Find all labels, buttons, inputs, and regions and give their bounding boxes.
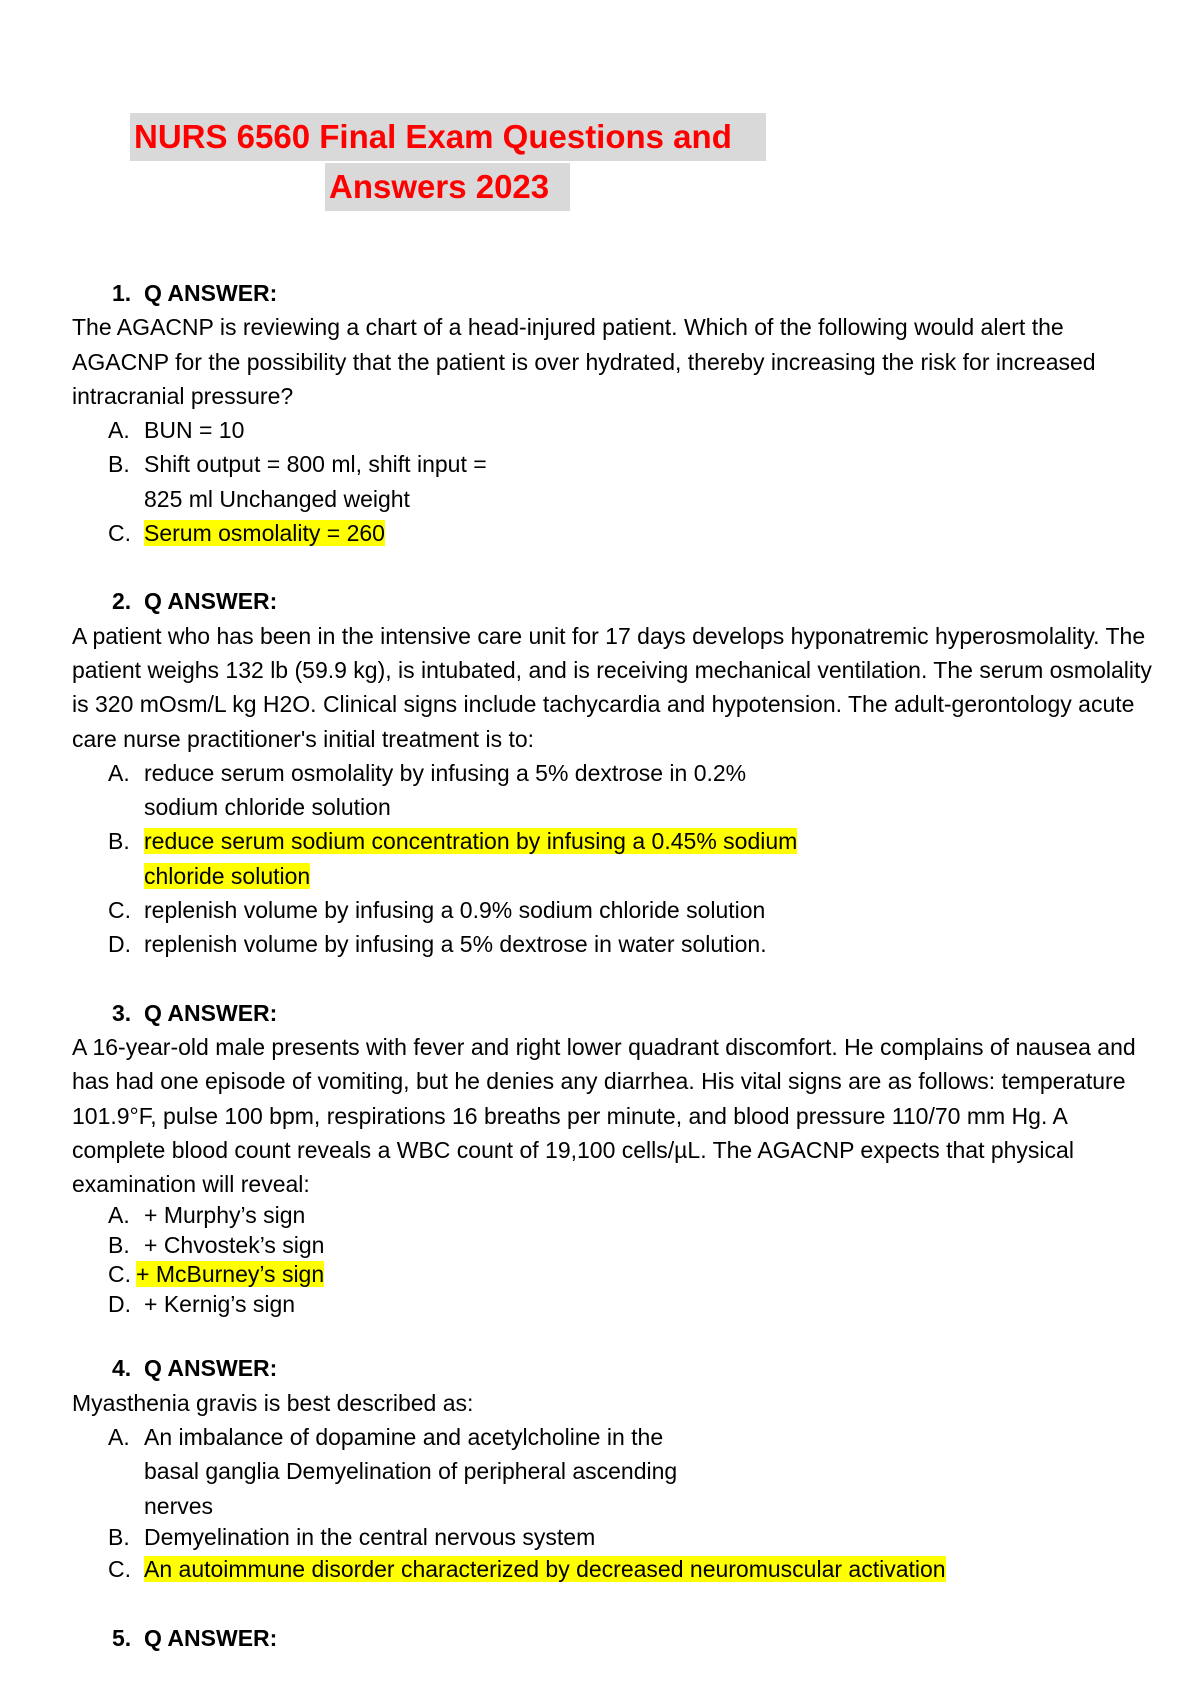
question-2 [72, 584, 1162, 961]
option-c-correct [72, 516, 1162, 550]
correct-answer-text: Serum osmolality = 260 [144, 520, 385, 547]
option-b [72, 447, 1162, 516]
option-letter: C. [108, 520, 131, 547]
option-letter: A. [108, 1202, 130, 1229]
option-letter: B. [108, 451, 130, 478]
question-heading-label: Q ANSWER: [144, 999, 278, 1026]
question-number: 3. [112, 999, 132, 1026]
option-text: + Kernig’s sign [144, 1290, 296, 1317]
question-text: The AGACNP is reviewing a chart of a head-injured patient. Which of the following would alert the AGACNP for the possibility that the patient is over hydrated, thereby increasing the risk for increased intracranial pressure? [72, 314, 1096, 409]
option-d [72, 1290, 1162, 1320]
question-heading [72, 996, 1162, 1030]
option-letter: C. [108, 1556, 131, 1583]
option-a [72, 413, 1162, 447]
question-number: 2. [112, 588, 132, 615]
question-heading-label: Q ANSWER: [144, 280, 278, 306]
option-text: basal ganglia Demyelination of peripheral ascending [144, 1458, 678, 1485]
option-letter: D. [108, 1290, 131, 1317]
question-number: 4. [112, 1355, 132, 1382]
correct-answer-text: An autoimmune disorder characterized by decreased neuromuscular activation [144, 1556, 946, 1583]
question-text: Myasthenia gravis is best described as: [72, 1389, 474, 1416]
option-b-correct [72, 824, 1162, 893]
question-3 [72, 996, 1162, 1320]
option-text: + Chvostek’s sign [144, 1231, 325, 1258]
option-text: BUN = 10 [144, 417, 245, 444]
question-heading-label: Q ANSWER: [144, 1624, 278, 1651]
option-c [72, 893, 1162, 927]
option-letter: A. [108, 417, 130, 444]
option-text: sodium chloride solution [144, 794, 391, 821]
question-5 [72, 1621, 1162, 1655]
question-heading-label: Q ANSWER: [144, 1355, 278, 1382]
option-text: + Murphy’s sign [144, 1202, 306, 1229]
question-heading [72, 1621, 1162, 1655]
option-letter: A. [108, 759, 130, 786]
option-c-correct [72, 1552, 1162, 1586]
question-text: A 16-year-old male presents with fever and right lower quadrant discomfort. He complains of nausea and has had one episode of vomiting, but he denies any diarrhea. His vital signs are as follows: temperature 101.9°F, pulse 100 bpm, respirations 16 breaths per minute, and blood pressure 110/70 mm Hg. A complete blood count reveals a WBC count of 19,100 cells/µL. The AGACNP expects that physical examination will reveal: [72, 1033, 1136, 1198]
question-1 [72, 276, 1162, 550]
option-b [72, 1523, 1162, 1553]
option-text: An imbalance of dopamine and acetylcholine in the [144, 1424, 664, 1451]
question-heading-label: Q ANSWER: [144, 588, 278, 615]
question-4 [72, 1351, 1162, 1586]
option-text: Demyelination in the central nervous system [144, 1523, 596, 1550]
question-heading [72, 276, 1162, 310]
correct-answer-text: reduce serum sodium concentration by infusing a 0.45% sodium [144, 828, 798, 855]
option-d [72, 927, 1162, 961]
option-letter: B. [108, 1523, 130, 1550]
option-a [72, 1420, 1162, 1523]
question-heading [72, 584, 1162, 618]
question-text: A patient who has been in the intensive care unit for 17 days develops hyponatremic hyperosmolality. The patient weighs 132 lb (59.9 kg), is intubated, and is receiving mechanical ventilation. The serum osmolality is 320 mOsm/L kg H2O. Clinical signs include tachycardia and hypotension. The adult-gerontology acute care nurse practitioner's initial treatment is to: [72, 622, 1152, 752]
option-c-correct [72, 1260, 1162, 1290]
question-heading [72, 1351, 1162, 1385]
question-number: 5. [112, 1624, 132, 1651]
option-a [72, 756, 1162, 825]
correct-answer-text: chloride solution [144, 862, 311, 889]
option-letter: B. [108, 828, 130, 855]
questions-list [72, 276, 1162, 1655]
option-letter: C. [108, 897, 131, 924]
correct-answer-text: + McBurney’s sign [136, 1261, 325, 1288]
option-text: Shift output = 800 ml, shift input = [144, 451, 487, 478]
option-letter: D. [108, 931, 131, 958]
question-number: 1. [112, 280, 132, 306]
title-line-1: NURS 6560 Final Exam Questions and [130, 113, 766, 161]
option-a [72, 1201, 1162, 1231]
option-text: replenish volume by infusing a 5% dextrose in water solution. [144, 931, 767, 958]
option-text: replenish volume by infusing a 0.9% sodium chloride solution [144, 897, 766, 924]
title-line-2: Answers 2023 [325, 163, 570, 211]
option-b [72, 1231, 1162, 1261]
option-letter: B. [108, 1231, 130, 1258]
option-letter: A. [108, 1424, 130, 1451]
option-text: reduce serum osmolality by infusing a 5% dextrose in 0.2% [144, 759, 747, 786]
option-text: 825 ml Unchanged weight [144, 485, 410, 512]
option-text: nerves [144, 1492, 214, 1519]
option-letter: C. [108, 1261, 131, 1288]
